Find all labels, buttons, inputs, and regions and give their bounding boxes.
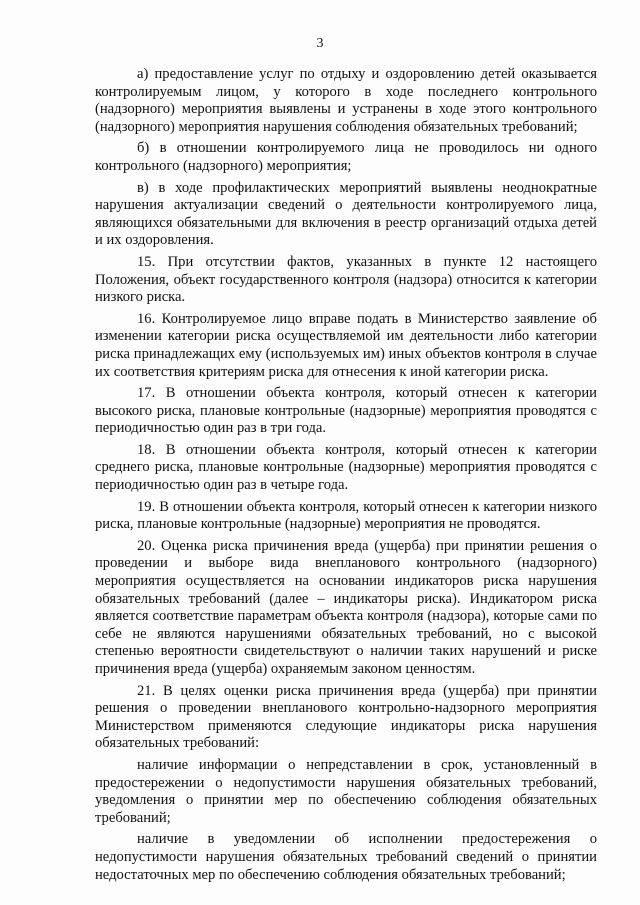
paragraph-17: 17. В отношении объекта контроля, который отнесен к категории высокого риска, плановые контрольные (надзорные) мероприятия проводятся с периодичностью один раз в три года. bbox=[95, 385, 597, 437]
paragraph-14a: а) предоставление услуг по отдыху и оздоровлению детей оказывается контролируемым лицом, у которого в ходе последнего контрольного (надзорного) мероприятия выявлены и устранены в ходе этого контрольного (надзорного) мероприятия нарушения соблюдения обязательных требований; bbox=[95, 66, 597, 135]
paragraph-21: 21. В целях оценки риска причинения вреда (ущерба) при принятии решения о проведении внепланового контрольно-надзорного мероприятия Министерством применяются следующие индикаторы риска нарушения обязательных требований: bbox=[95, 682, 597, 752]
paragraph-14b: б) в отношении контролируемого лица не проводилось ни одного контрольного (надзорного) мероприятия; bbox=[95, 140, 597, 174]
paragraph-20: 20. Оценка риска причинения вреда (ущерба) при принятии решения о проведении и выборе вида внепланового контрольного (надзорного) мероприятия осуществляется на основании индикаторов риска нарушения обязательных требований (далее – индикаторы риска). Индикатором риска является соответствие параметрам объекта контроля (надзора), которые сами по себе не являются нарушениями обязательных требований, но с высокой степенью вероятности свидетельствуют о наличии таких нарушений и риске причинения вреда (ущерба) охраняемым законом ценностям. bbox=[95, 537, 597, 677]
paragraph-15: 15. При отсутствии фактов, указанных в пункте 12 настоящего Положения, объект государственного контроля (надзора) относится к категории низкого риска. bbox=[95, 253, 597, 306]
page-number: 3 bbox=[316, 36, 324, 51]
paragraph-14c: в) в ходе профилактических мероприятий выявлены неоднократные нарушения актуализации сведений о деятельности контролируемого лица, являющихся обязательными для включения в реестр организаций отдыха детей и их оздоровления. bbox=[95, 179, 597, 249]
paragraph-16: 16. Контролируемое лицо вправе подать в Министерство заявление об изменении категории риска осуществляемой им деятельности либо категории риска принадлежащих ему (используемых им) иных объектов контроля в случае их соответствия критериям риска для отнесения к иной категории риска. bbox=[95, 310, 597, 380]
document-body bbox=[95, 66, 597, 888]
paragraph-18: 18. В отношении объекта контроля, который отнесен к категории среднего риска, плановые контрольные (надзорные) мероприятия проводятся с периодичностью один раз в четыре года. bbox=[95, 441, 597, 494]
paragraph-19: 19. В отношении объекта контроля, который отнесен к категории низкого риска, плановые контрольные (надзорные) мероприятия не проводятся. bbox=[95, 498, 597, 533]
indicator-item-2: наличие в уведомлении об исполнении предостережения о недопустимости нарушения обязательных требований сведений о принятии недостаточных мер по обеспечению соблюдения обязательных требований; bbox=[95, 831, 597, 883]
indicator-item-1: наличие информации о непредставлении в срок, установленный в предостережении о недопустимости нарушения обязательных требований, уведомления о принятии мер по обеспечению соблюдения обязательных требований; bbox=[95, 756, 597, 826]
